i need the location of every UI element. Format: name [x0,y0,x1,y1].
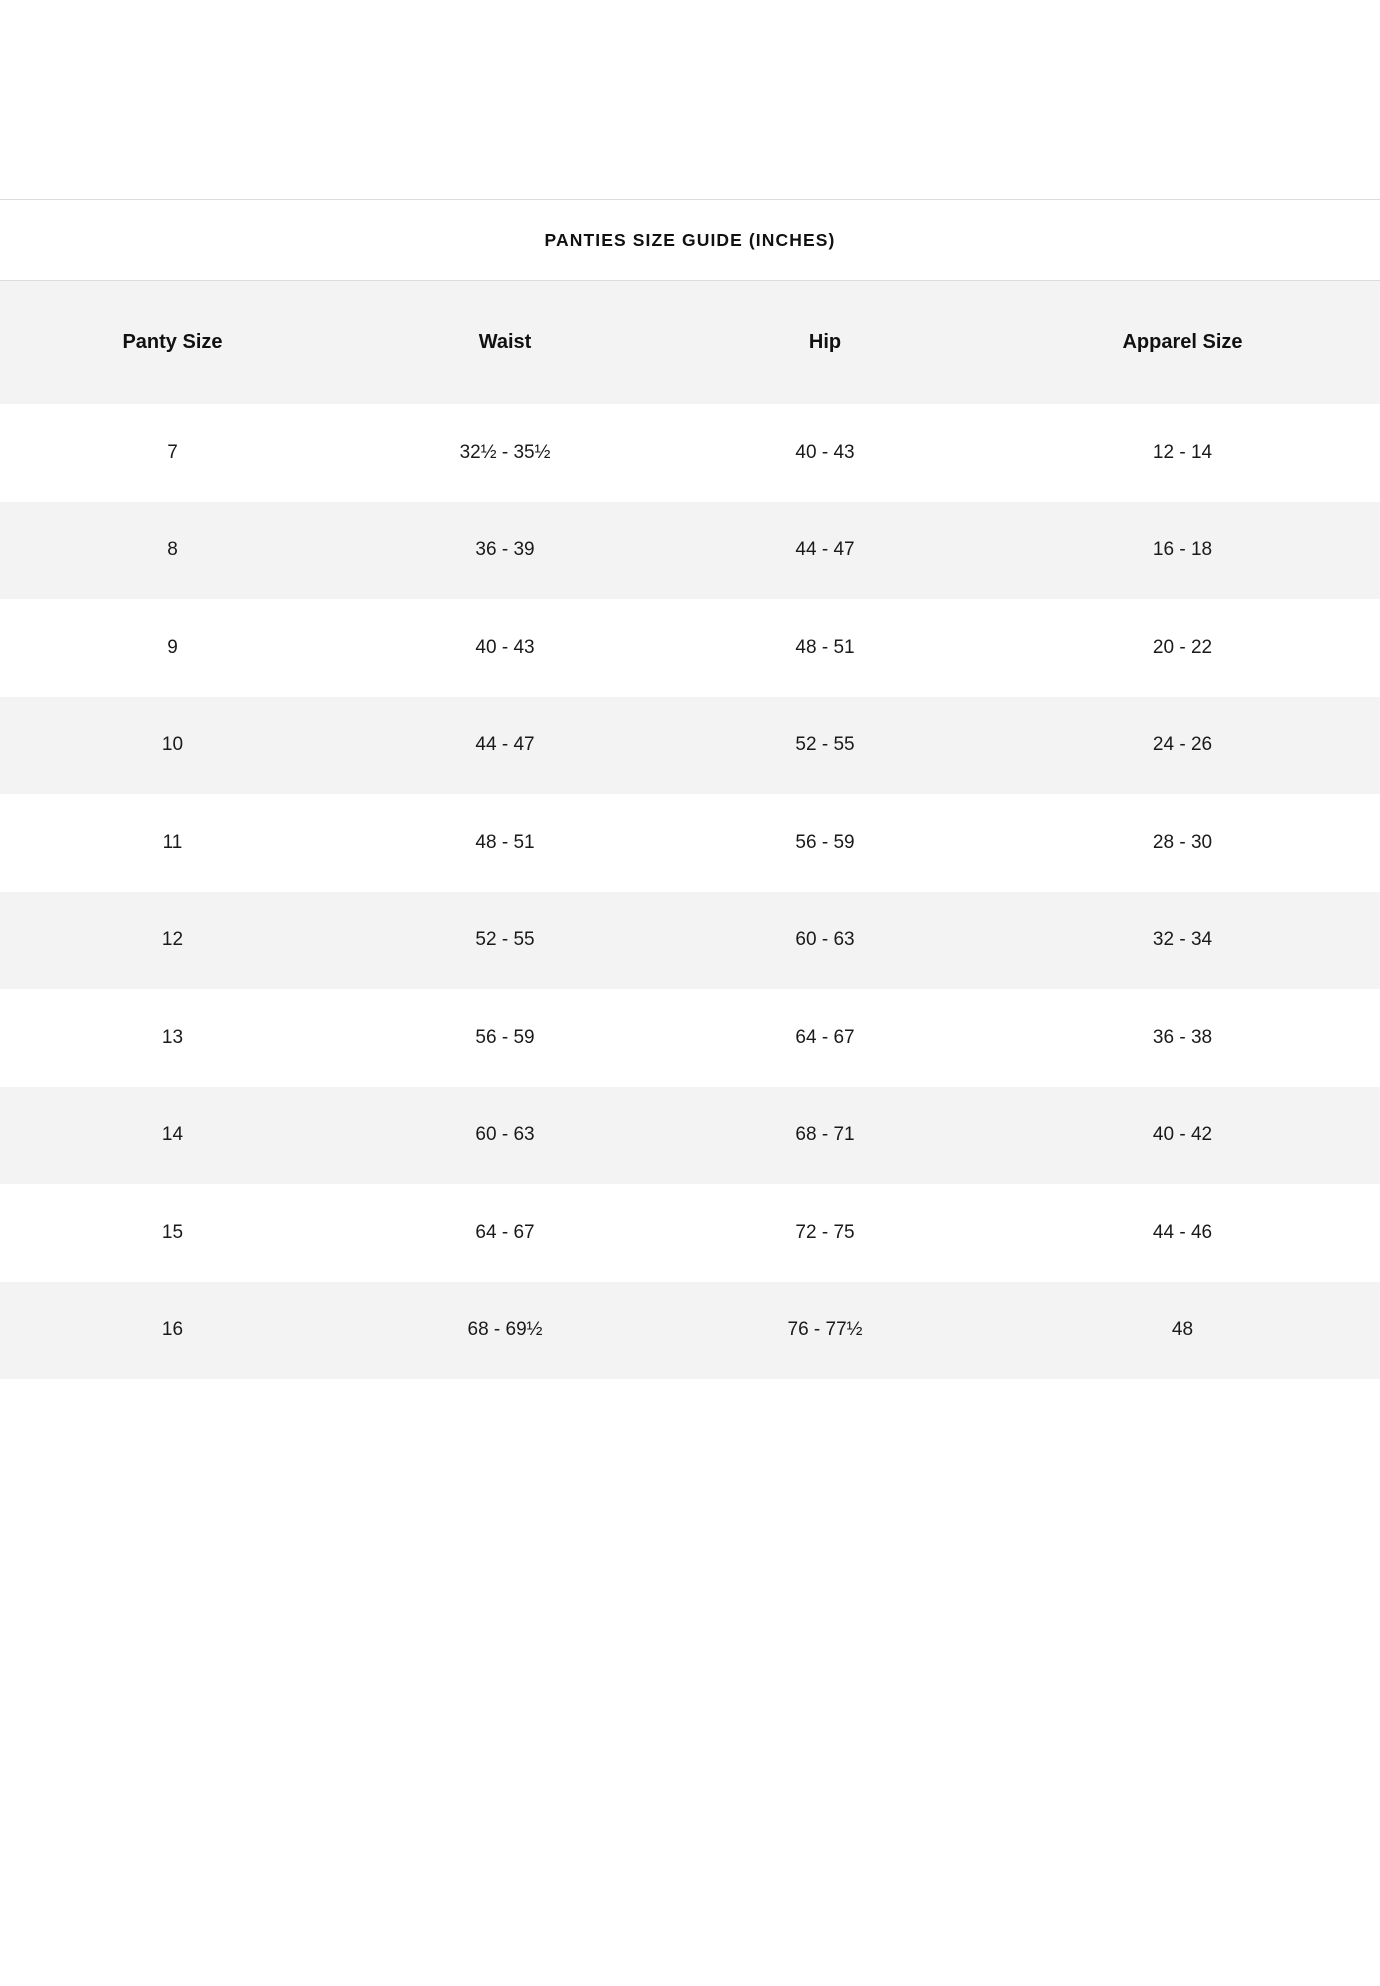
table-row [0,599,1380,697]
cell-waist: 44 - 47 [345,697,665,795]
column-header-panty-size: Panty Size [0,281,345,404]
cell-apparel-size: 24 - 26 [985,697,1380,795]
cell-hip: 52 - 55 [665,697,985,795]
cell-panty-size: 16 [0,1282,345,1380]
cell-waist: 68 - 69½ [345,1282,665,1380]
cell-hip: 56 - 59 [665,794,985,892]
size-guide-panel [0,199,1380,1379]
cell-apparel-size: 28 - 30 [985,794,1380,892]
cell-hip: 76 - 77½ [665,1282,985,1380]
size-guide-title-bar [0,199,1380,281]
cell-apparel-size: 48 [985,1282,1380,1380]
cell-waist: 52 - 55 [345,892,665,990]
cell-hip: 40 - 43 [665,404,985,502]
table-row [0,697,1380,795]
cell-apparel-size: 20 - 22 [985,599,1380,697]
cell-panty-size: 7 [0,404,345,502]
cell-waist: 56 - 59 [345,989,665,1087]
cell-hip: 48 - 51 [665,599,985,697]
cell-hip: 72 - 75 [665,1184,985,1282]
cell-panty-size: 8 [0,502,345,600]
table-header [0,281,1380,404]
table-row [0,502,1380,600]
cell-hip: 68 - 71 [665,1087,985,1185]
cell-panty-size: 13 [0,989,345,1087]
table-row [0,1184,1380,1282]
table-row [0,892,1380,990]
cell-apparel-size: 40 - 42 [985,1087,1380,1185]
table-row [0,404,1380,502]
cell-waist: 64 - 67 [345,1184,665,1282]
table-header-row [0,281,1380,404]
cell-hip: 44 - 47 [665,502,985,600]
table-body [0,404,1380,1379]
cell-waist: 36 - 39 [345,502,665,600]
page-title: PANTIES SIZE GUIDE (INCHES) [544,229,836,250]
cell-panty-size: 12 [0,892,345,990]
top-spacer [0,0,1380,199]
bottom-spacer [0,1379,1380,1594]
table-row [0,794,1380,892]
cell-waist: 60 - 63 [345,1087,665,1185]
cell-apparel-size: 12 - 14 [985,404,1380,502]
cell-hip: 64 - 67 [665,989,985,1087]
cell-waist: 32½ - 35½ [345,404,665,502]
cell-hip: 60 - 63 [665,892,985,990]
column-header-apparel-size: Apparel Size [985,281,1380,404]
cell-apparel-size: 36 - 38 [985,989,1380,1087]
cell-panty-size: 14 [0,1087,345,1185]
cell-apparel-size: 16 - 18 [985,502,1380,600]
column-header-hip: Hip [665,281,985,404]
column-header-waist: Waist [345,281,665,404]
cell-apparel-size: 44 - 46 [985,1184,1380,1282]
table-row [0,989,1380,1087]
cell-panty-size: 9 [0,599,345,697]
cell-panty-size: 15 [0,1184,345,1282]
cell-panty-size: 10 [0,697,345,795]
table-row [0,1087,1380,1185]
cell-panty-size: 11 [0,794,345,892]
cell-waist: 48 - 51 [345,794,665,892]
table-row [0,1282,1380,1380]
cell-waist: 40 - 43 [345,599,665,697]
size-guide-table [0,281,1380,1379]
cell-apparel-size: 32 - 34 [985,892,1380,990]
